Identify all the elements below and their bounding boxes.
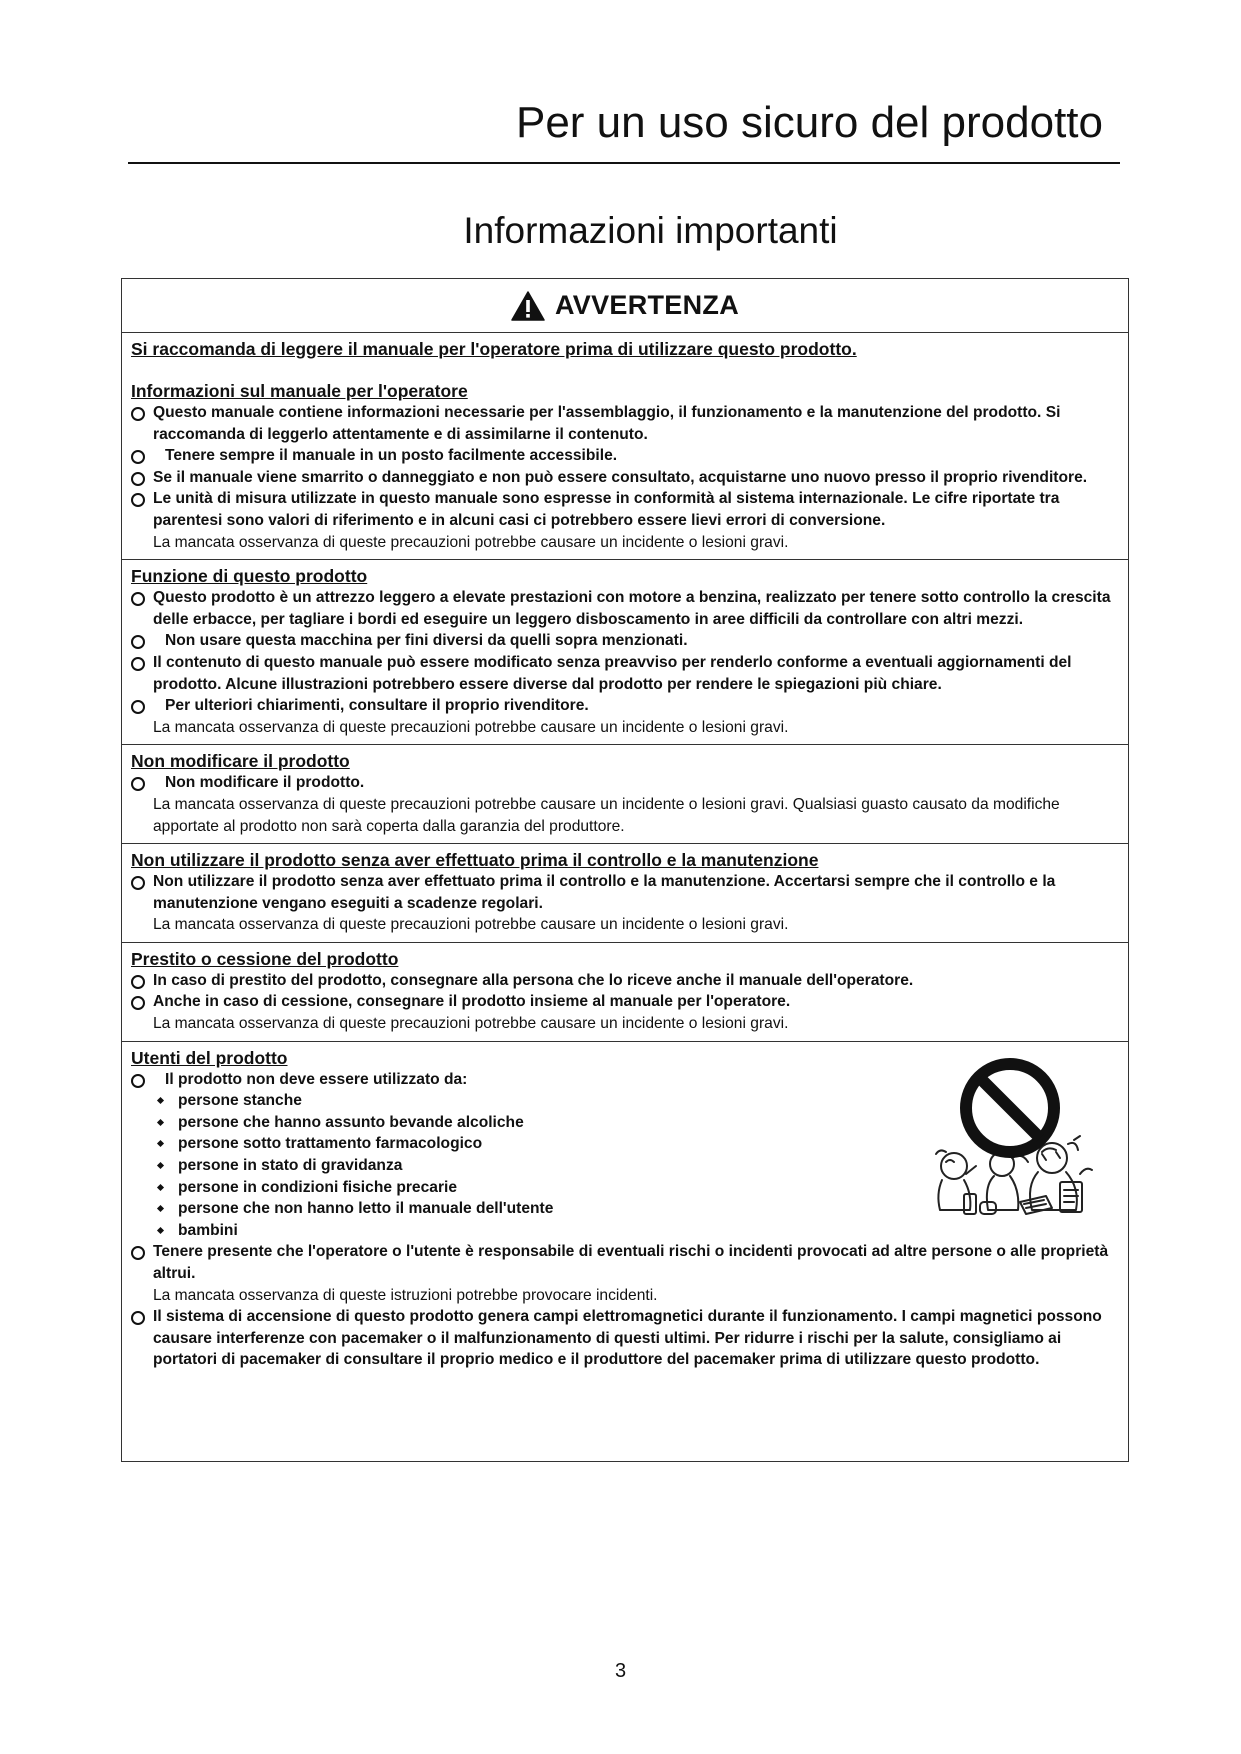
- circle-bullet-icon: [131, 407, 145, 421]
- section-note: La mancata osservanza di queste precauzioni potrebbe causare un incidente o lesioni gravi.: [153, 718, 789, 736]
- sub-list-item: persone che hanno assunto bevande alcoliche: [131, 1112, 1114, 1134]
- list-item: Anche in caso di cessione, consegnare il prodotto insieme al manuale per l'operatore.: [131, 991, 1114, 1013]
- circle-bullet-icon: [131, 1074, 145, 1088]
- list-item: Questo manuale contiene informazioni necessarie per l'assemblaggio, il funzionamento e la manutenzione del prodotto. Si raccomanda di leggerlo attentamente e di assimilarne il contenuto.: [131, 402, 1114, 445]
- section-title: Prestito o cessione del prodotto: [131, 948, 399, 969]
- list-item: Per ulteriori chiarimenti, consultare il proprio rivenditore.: [131, 695, 1114, 717]
- list-item: Il contenuto di questo manuale può essere modificato senza preavviso per renderlo conforme a eventuali aggiornamenti del prodotto. Alcune illustrazioni potrebbero essere diverse dal prodotto per rendere le spiegazioni più chiare.: [131, 652, 1114, 695]
- section-note: La mancata osservanza di queste precauzioni potrebbe causare un incidente o lesioni gravi.: [153, 916, 789, 934]
- section-do-not-modify: [122, 745, 1128, 844]
- circle-bullet-icon: [131, 1246, 145, 1260]
- section-inspection: [122, 844, 1128, 943]
- warning-box: [121, 278, 1129, 1462]
- warning-intro: Si raccomanda di leggere il manuale per l'operatore prima di utilizzare questo prodotto.: [131, 339, 857, 359]
- section-note: La mancata osservanza di queste istruzioni potrebbe provocare incidenti.: [153, 1286, 658, 1304]
- warning-label: AVVERTENZA: [554, 290, 739, 320]
- diamond-bullet-icon: [157, 1140, 164, 1147]
- page-subtitle: Informazioni importanti: [463, 210, 838, 251]
- section-operator-manual: [122, 333, 1128, 560]
- list-item: Non modificare il prodotto.: [131, 772, 1114, 794]
- circle-bullet-icon: [131, 493, 145, 507]
- diamond-bullet-icon: [157, 1227, 164, 1234]
- section-users: [122, 1042, 1128, 1377]
- sub-list-item: persone sotto trattamento farmacologico: [131, 1133, 1114, 1155]
- section-product-function: [122, 560, 1128, 745]
- list-item: In caso di prestito del prodotto, consegnare alla persona che lo riceve anche il manuale dell'operatore.: [131, 970, 1114, 992]
- sub-list-item: persone che non hanno letto il manuale dell'utente: [131, 1198, 1114, 1220]
- circle-bullet-icon: [131, 700, 145, 714]
- section-note: La mancata osservanza di queste precauzioni potrebbe causare un incidente o lesioni gravi.: [153, 1015, 789, 1033]
- list-item: Le unità di misura utilizzate in questo manuale sono espresse in conformità al sistema internazionale. Le cifre riportate tra parentesi sono valori di riferimento e in alcuni casi ci potrebbero essere lievi errori di conversione.: [131, 488, 1114, 531]
- list-item: Non utilizzare il prodotto senza aver effettuato prima il controllo e la manutenzione. Accertarsi sempre che il controllo e la manutenzione vengano eseguiti a scadenze regolari.: [131, 871, 1114, 914]
- list-item: Il prodotto non deve essere utilizzato da:: [131, 1069, 1114, 1091]
- section-lending: [122, 943, 1128, 1042]
- circle-bullet-icon: [131, 876, 145, 890]
- sub-list-item: persone in condizioni fisiche precarie: [131, 1177, 1114, 1199]
- diamond-bullet-icon: [157, 1205, 164, 1212]
- circle-bullet-icon: [131, 996, 145, 1010]
- page-header-title: Per un uso sicuro del prodotto: [515, 98, 1103, 147]
- section-title: Utenti del prodotto: [131, 1047, 288, 1068]
- circle-bullet-icon: [131, 1311, 145, 1325]
- section-title: Informazioni sul manuale per l'operatore: [131, 381, 468, 401]
- diamond-bullet-icon: [157, 1162, 164, 1169]
- page-number: 3: [614, 1660, 627, 1682]
- list-item: Questo prodotto è un attrezzo leggero a elevate prestazioni con motore a benzina, realizzato per tenere sotto controllo la crescita delle erbacce, per tagliare i bordi ed eseguire un leggero disboscamento in aree difficili da controllare con altri mezzi.: [131, 587, 1114, 630]
- diamond-bullet-icon: [157, 1184, 164, 1191]
- diamond-bullet-icon: [157, 1097, 164, 1104]
- sub-list-item: bambini: [131, 1220, 1114, 1242]
- circle-bullet-icon: [131, 592, 145, 606]
- warning-header: [122, 279, 1128, 333]
- circle-bullet-icon: [131, 635, 145, 649]
- circle-bullet-icon: [131, 657, 145, 671]
- section-title: Non modificare il prodotto: [131, 751, 350, 772]
- sub-list-item: persone in stato di gravidanza: [131, 1155, 1114, 1177]
- sub-list-item: persone stanche: [131, 1090, 1114, 1112]
- warning-triangle-icon: [511, 291, 545, 321]
- section-title: Non utilizzare il prodotto senza aver effettuato prima il controllo e la manutenzione: [131, 850, 819, 871]
- header-divider: [128, 162, 1120, 164]
- list-item: Non usare questa macchina per fini diversi da quelli sopra menzionati.: [131, 630, 1114, 652]
- list-item: Il sistema di accensione di questo prodotto genera campi elettromagnetici durante il funzionamento. I campi magnetici possono causare interferenze con pacemaker o il malfunzionamento di questi ultimi. Per ridurre i rischi per la salute, consigliamo ai portatori di pacemaker di consultare il proprio medico e il produttore del pacemaker prima di utilizzare questo prodotto.: [131, 1306, 1114, 1371]
- list-item: Tenere presente che l'operatore o l'utente è responsabile di eventuali rischi o incidenti provocati ad altre persone o alle proprietà altrui.: [131, 1241, 1114, 1284]
- diamond-bullet-icon: [157, 1119, 164, 1126]
- section-title: Funzione di questo prodotto: [131, 566, 368, 587]
- list-item: Se il manuale viene smarrito o danneggiato e non può essere consultato, acquistarne uno nuovo presso il proprio rivenditore.: [131, 467, 1114, 489]
- section-note: La mancata osservanza di queste precauzioni potrebbe causare un incidente o lesioni gravi. Qualsiasi guasto causato da modifiche apportate al prodotto non sarà coperta dalla garanzia del produttore.: [153, 795, 1060, 835]
- section-note: La mancata osservanza di queste precauzioni potrebbe causare un incidente o lesioni gravi.: [153, 533, 789, 551]
- circle-bullet-icon: [131, 450, 145, 464]
- circle-bullet-icon: [131, 472, 145, 486]
- circle-bullet-icon: [131, 777, 145, 791]
- list-item: Tenere sempre il manuale in un posto facilmente accessibile.: [131, 445, 1114, 467]
- circle-bullet-icon: [131, 975, 145, 989]
